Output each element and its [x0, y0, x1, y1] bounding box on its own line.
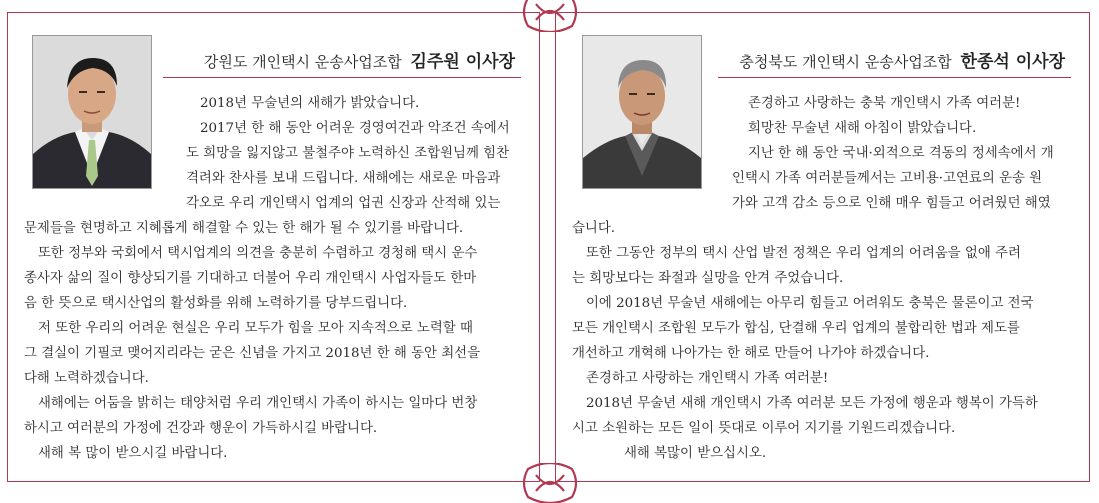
text-line: 희망찬 무술년 새해 아침이 밝았습니다.	[748, 121, 977, 136]
text-line: 존경하고 사랑하는 개인택시 가족 여러분!	[586, 371, 829, 386]
text-line: 존경하고 사랑하는 충북 개인택시 가족 여러분!	[748, 96, 1021, 111]
text-line: 모든 개인택시 조합원 모두가 합심, 단결해 우리 업계의 불합리한 법과 제도를	[572, 321, 1020, 336]
text-line: 격려와 찬사를 보내 드립니다. 새해에는 새로운 마음과	[186, 171, 501, 186]
text-line: 하시고 여러분의 가정에 건강과 행운이 가득하시길 바랍니다.	[24, 421, 378, 436]
right-org-name: 충청북도 개인택시 운송사업조합	[739, 53, 952, 71]
text-line: 시고 소원하는 모든 일이 뜻대로 이루어 지기를 기원드리겠습니다.	[572, 421, 956, 436]
text-line: 저 또한 우리의 어려운 현실은 우리 모두가 힘을 모아 지속적으로 노력할 때	[38, 321, 473, 336]
left-title-underline	[163, 77, 521, 78]
text-line: 또한 그동안 정부의 택시 산업 발전 정책은 우리 업계의 어려움을 없애 주려	[586, 246, 1021, 261]
text-line: 다해 노력하겠습니다.	[24, 371, 149, 386]
text-line: 가와 고객 감소 등으로 인해 매우 힘들고 어려웠던 해였	[732, 196, 1051, 211]
text-line: 개선하고 개혁해 나아가는 한 해로 만들어 나가야 하겠습니다.	[572, 346, 930, 361]
text-line: 새해 복많이 받으십시오.	[624, 446, 767, 461]
left-greeting-panel	[7, 12, 540, 482]
text-line: 그 결실이 기필코 맺어지리라는 굳은 신념을 가지고 2018년 한 해 동안 최선을	[24, 346, 481, 361]
text-line: 이에 2018년 무술년 새해에는 아무리 힘들고 어려워도 충북은 물론이고 전국	[586, 296, 1034, 311]
text-line: 습니다.	[572, 221, 616, 236]
right-title	[739, 47, 1065, 78]
text-line: 새해에는 어둠을 밝히는 태양처럼 우리 개인택시 가족이 하시는 일마다 번창	[38, 396, 478, 411]
text-line: 음 한 뜻으로 택시산업의 활성화를 위해 노력하기를 당부드립니다.	[24, 296, 408, 311]
text-line: 2018년 무술년 새해 개인택시 가족 여러분 모든 가정에 행운과 행복이 가득하	[586, 396, 1038, 411]
text-line: 새해 복 많이 받으시길 바랍니다.	[38, 446, 228, 461]
text-line: 지난 한 해 동안 국내·외적으로 격동의 정세속에서 개	[748, 146, 1054, 161]
left-person-name: 김주원 이사장	[410, 52, 515, 72]
text-line: 또한 정부와 국회에서 택시업계의 의견을 충분히 수렴하고 경청해 택시 운수	[38, 246, 478, 261]
text-line: 각오로 우리 개인택시 업계의 업권 신장과 산적해 있는	[186, 196, 501, 211]
text-line: 2017년 한 해 동안 어려운 경영여건과 악조건 속에서	[200, 121, 510, 136]
text-line: 는 희망보다는 좌절과 실망을 안겨 주었습니다.	[572, 271, 844, 286]
text-line: 문제들을 현명하고 지혜롭게 해결할 수 있는 한 해가 될 수 있기를 바랍니다.	[24, 221, 464, 236]
right-greeting-panel	[555, 12, 1090, 482]
right-title-underline	[718, 77, 1071, 78]
right-person-name: 한종석 이사장	[960, 52, 1065, 72]
knot-ornament-bottom-icon	[520, 463, 580, 503]
left-body-text	[24, 91, 525, 466]
left-title	[204, 47, 515, 78]
text-line: 종사자 삶의 질이 향상되기를 기대하고 더불어 우리 개인택시 사업자들도 한마	[24, 271, 477, 286]
right-body-text	[572, 91, 1075, 466]
text-line: 인택시 가족 여러분들께서는 고비용·고연료의 운송 원	[732, 171, 1043, 186]
knot-ornament-top-icon	[520, 0, 580, 32]
text-line: 도 희망을 잃지않고 불철주야 노력하신 조합원님께 힘찬	[186, 146, 510, 161]
text-line: 2018년 무술년의 새해가 밝았습니다.	[200, 96, 420, 111]
left-org-name: 강원도 개인택시 운송사업조합	[203, 53, 402, 71]
